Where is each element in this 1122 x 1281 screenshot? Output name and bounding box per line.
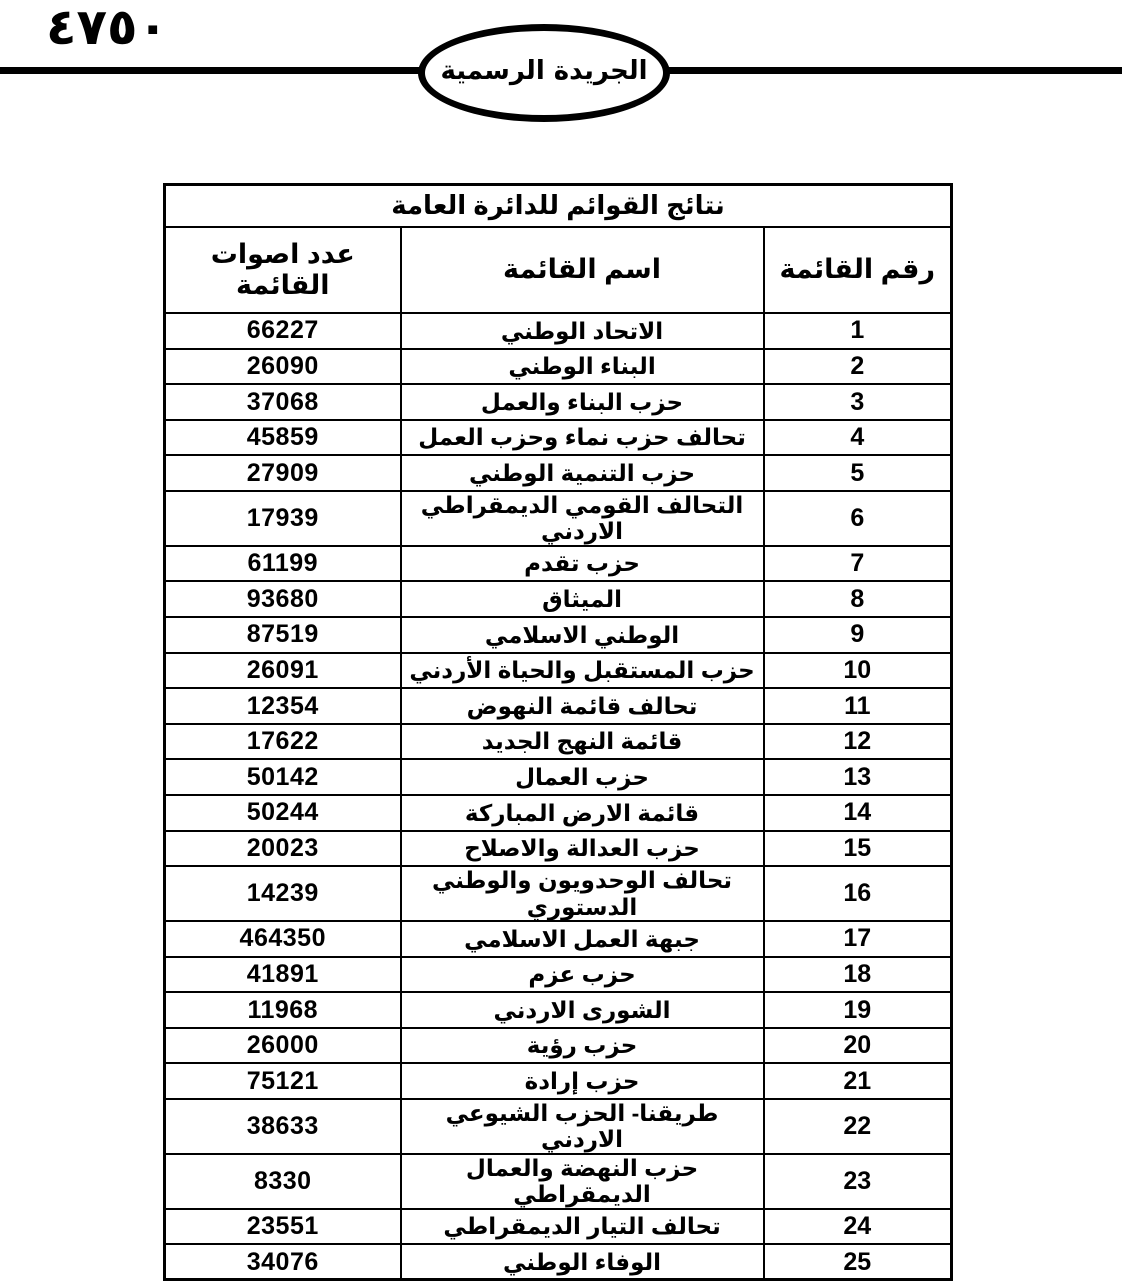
list-number-cell: 9 [764, 617, 952, 653]
list-number-cell: 13 [764, 759, 952, 795]
list-name-cell: حزب تقدم [401, 546, 764, 582]
list-votes-cell: 20023 [165, 831, 401, 867]
list-votes-cell: 37068 [165, 384, 401, 420]
list-number-cell: 10 [764, 653, 952, 689]
list-votes-cell: 93680 [165, 581, 401, 617]
table-row [165, 1099, 952, 1154]
table-row [165, 420, 952, 456]
list-number-cell: 22 [764, 1099, 952, 1154]
list-number-cell: 23 [764, 1154, 952, 1209]
table-row [165, 992, 952, 1028]
list-votes-cell: 41891 [165, 957, 401, 993]
list-number-cell: 12 [764, 724, 952, 760]
table-row [165, 831, 952, 867]
list-votes-cell: 50244 [165, 795, 401, 831]
list-votes-cell: 50142 [165, 759, 401, 795]
column-header-list-votes [165, 227, 401, 313]
list-votes-cell: 464350 [165, 921, 401, 957]
list-name-cell: حزب المستقبل والحياة الأردني [401, 653, 764, 689]
list-number-cell: 1 [764, 313, 952, 349]
list-votes-cell: 26000 [165, 1028, 401, 1064]
list-name-cell: حزب رؤية [401, 1028, 764, 1064]
list-name-cell: تحالف قائمة النهوض [401, 688, 764, 724]
list-name-cell: حزب النهضة والعمال الديمقراطي [401, 1154, 764, 1209]
list-number-cell: 2 [764, 349, 952, 385]
list-name-cell: الشورى الاردني [401, 992, 764, 1028]
table-row [165, 1209, 952, 1245]
table-row [165, 653, 952, 689]
table-row [165, 724, 952, 760]
table-row [165, 349, 952, 385]
table-title: نتائج القوائم للدائرة العامة [165, 185, 952, 228]
list-name-cell: جبهة العمل الاسلامي [401, 921, 764, 957]
list-name-cell: قائمة الارض المباركة [401, 795, 764, 831]
list-votes-cell: 27909 [165, 455, 401, 491]
table-row [165, 866, 952, 921]
table-row [165, 1028, 952, 1064]
gazette-title: الجريدة الرسمية [440, 56, 648, 86]
list-votes-cell: 61199 [165, 546, 401, 582]
table-row [165, 795, 952, 831]
table-row [165, 957, 952, 993]
list-number-cell: 5 [764, 455, 952, 491]
table-row [165, 921, 952, 957]
list-name-cell: الاتحاد الوطني [401, 313, 764, 349]
list-name-cell: الوطني الاسلامي [401, 617, 764, 653]
table-row [165, 313, 952, 349]
list-name-cell: البناء الوطني [401, 349, 764, 385]
table-title-row [165, 185, 952, 228]
list-name-cell: حزب العمال [401, 759, 764, 795]
list-votes-cell: 26091 [165, 653, 401, 689]
table-row [165, 455, 952, 491]
table-row [165, 1154, 952, 1209]
list-number-cell: 24 [764, 1209, 952, 1245]
list-name-cell: حزب العدالة والاصلاح [401, 831, 764, 867]
table-row [165, 759, 952, 795]
list-number-cell: 14 [764, 795, 952, 831]
table-row [165, 1244, 952, 1280]
table-row [165, 546, 952, 582]
table-row [165, 1063, 952, 1099]
list-votes-cell: 26090 [165, 349, 401, 385]
list-number-cell: 6 [764, 491, 952, 546]
table-row [165, 491, 952, 546]
list-votes-cell: 45859 [165, 420, 401, 456]
list-votes-cell: 11968 [165, 992, 401, 1028]
list-name-cell: طريقنا- الحزب الشيوعي الاردني [401, 1099, 764, 1154]
list-name-cell: التحالف القومي الديمقراطي الاردني [401, 491, 764, 546]
table-header-row [165, 227, 952, 313]
gazette-seal [418, 24, 670, 122]
list-name-cell: تحالف حزب نماء وحزب العمل [401, 420, 764, 456]
list-votes-cell: 66227 [165, 313, 401, 349]
list-number-cell: 20 [764, 1028, 952, 1064]
list-number-cell: 4 [764, 420, 952, 456]
list-number-cell: 3 [764, 384, 952, 420]
list-number-cell: 18 [764, 957, 952, 993]
column-header-list-name: اسم القائمة [401, 227, 764, 313]
list-number-cell: 19 [764, 992, 952, 1028]
list-votes-cell: 87519 [165, 617, 401, 653]
list-votes-cell: 17939 [165, 491, 401, 546]
list-name-cell: حزب عزم [401, 957, 764, 993]
list-name-cell: حزب إرادة [401, 1063, 764, 1099]
list-number-cell: 21 [764, 1063, 952, 1099]
list-name-cell: الميثاق [401, 581, 764, 617]
list-number-cell: 7 [764, 546, 952, 582]
results-table [163, 183, 953, 1281]
list-name-cell: حزب البناء والعمل [401, 384, 764, 420]
list-votes-cell: 12354 [165, 688, 401, 724]
list-votes-cell: 38633 [165, 1099, 401, 1154]
list-votes-cell: 75121 [165, 1063, 401, 1099]
list-name-cell: قائمة النهج الجديد [401, 724, 764, 760]
column-header-list-number: رقم القائمة [764, 227, 952, 313]
list-number-cell: 16 [764, 866, 952, 921]
list-votes-cell: 14239 [165, 866, 401, 921]
list-number-cell: 8 [764, 581, 952, 617]
list-votes-cell: 34076 [165, 1244, 401, 1280]
table-row [165, 384, 952, 420]
list-number-cell: 17 [764, 921, 952, 957]
column-header-list-votes-label: عدد اصوات القائمة [210, 238, 355, 300]
list-name-cell: حزب التنمية الوطني [401, 455, 764, 491]
list-votes-cell: 23551 [165, 1209, 401, 1245]
list-name-cell: تحالف الوحدويون والوطني الدستوري [401, 866, 764, 921]
results-table-body [165, 313, 952, 1280]
list-votes-cell: 17622 [165, 724, 401, 760]
list-votes-cell: 8330 [165, 1154, 401, 1209]
table-row [165, 688, 952, 724]
table-row [165, 617, 952, 653]
list-name-cell: الوفاء الوطني [401, 1244, 764, 1280]
list-number-cell: 11 [764, 688, 952, 724]
list-number-cell: 15 [764, 831, 952, 867]
table-row [165, 581, 952, 617]
page-number: ٤٧٥٠ [46, 0, 169, 56]
list-number-cell: 25 [764, 1244, 952, 1280]
list-name-cell: تحالف التيار الديمقراطي [401, 1209, 764, 1245]
